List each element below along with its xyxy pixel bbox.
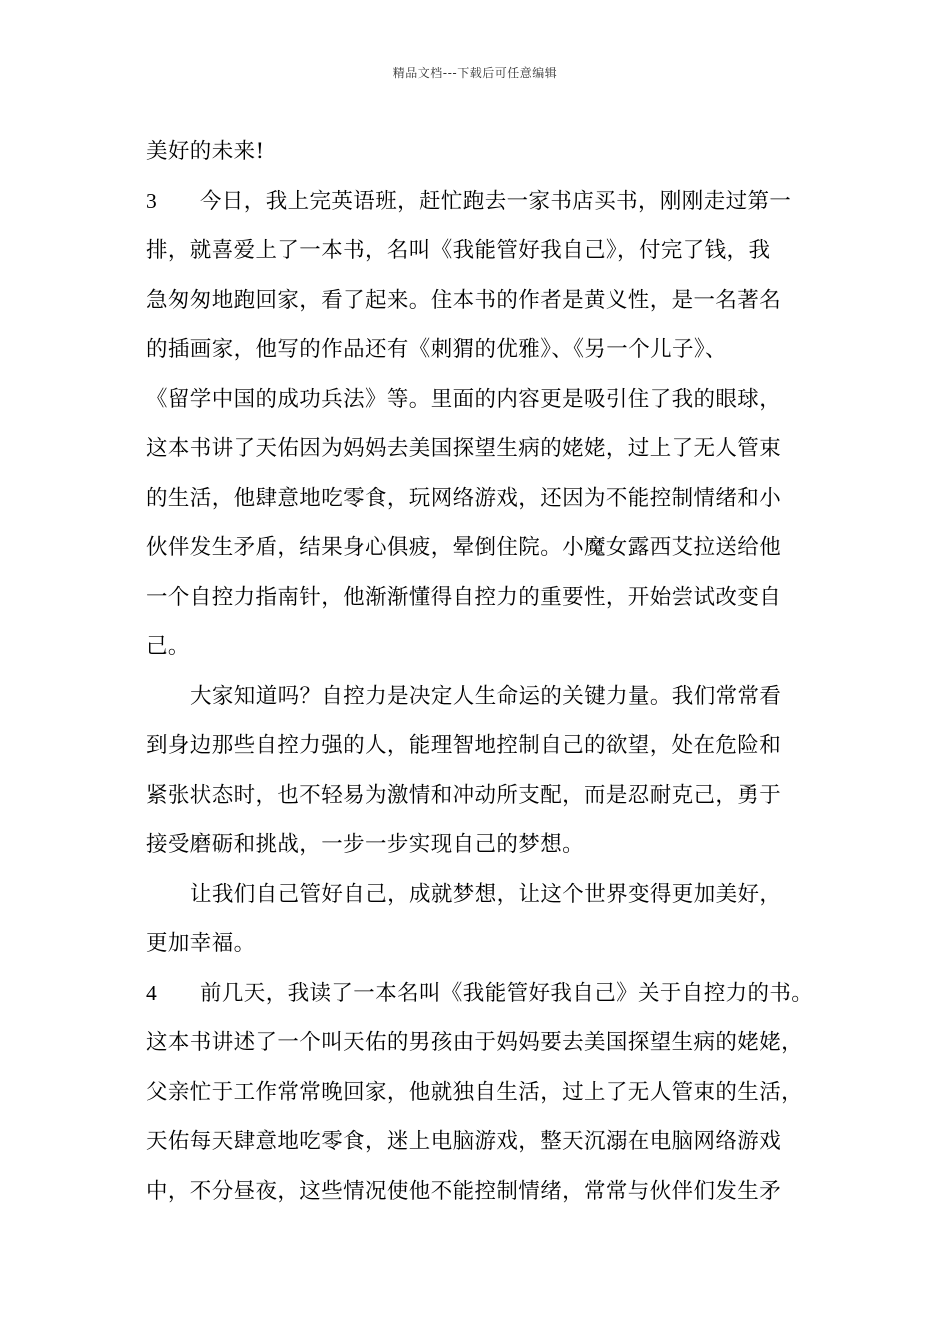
line-text: 天佑每天肆意地吃零食，迷上电脑游戏，整天沉溺在电脑网络游戏 — [146, 1129, 782, 1154]
line-text: 这本书讲了天佑因为妈妈去美国探望生病的姥姥，过上了无人管束 — [146, 436, 782, 461]
text-line — [146, 177, 826, 227]
line-text: 的插画家，他写的作品还有《刺猬的优雅》、《另一个儿子》、 — [146, 337, 727, 362]
line-text: 《留学中国的成功兵法》等。里面的内容更是吸引住了我的眼球， — [146, 386, 782, 412]
text-line — [146, 1117, 826, 1167]
line-text: 美好的未来! — [146, 139, 265, 164]
section-number: 4 — [146, 980, 158, 1005]
line-text: 这本书讲述了一个叫天佑的男孩由于妈妈要去美国探望生病的姥姥， — [146, 1030, 804, 1055]
text-line — [146, 771, 826, 821]
line-text: 更加幸福。 — [146, 931, 256, 956]
text-line — [146, 127, 826, 177]
line-text: 紧张状态时，也不轻易为激情和冲动所支配，而是忍耐克己，勇于 — [146, 782, 782, 808]
text-line — [146, 969, 826, 1019]
text-line — [146, 1068, 826, 1118]
text-line — [146, 721, 826, 771]
line-text: 到身边那些自控力强的人，能理智地控制自己的欲望，处在危险和 — [146, 733, 782, 758]
section-number: 3 — [146, 188, 158, 213]
line-text: 今日，我上完英语班，赶忙跑去一家书店买书，刚刚走过第一 — [200, 188, 792, 214]
text-line — [146, 474, 826, 524]
text-line — [146, 573, 826, 623]
text-line — [146, 622, 826, 672]
text-line-indented — [146, 870, 826, 920]
text-line — [146, 375, 826, 425]
line-text: 己。 — [146, 634, 190, 659]
line-text: 的生活，他肆意地吃零食，玩网络游戏，还因为不能控制情绪和小 — [146, 485, 782, 511]
text-line — [146, 523, 826, 573]
line-text: 父亲忙于工作常常晚回家，他就独自生活，过上了无人管束的生活， — [146, 1079, 804, 1105]
text-line — [146, 276, 826, 326]
page-header: 精品文档---下载后可任意编辑 — [392, 66, 558, 80]
text-line — [146, 1018, 826, 1068]
line-text: 一个自控力指南针，他渐渐懂得自控力的重要性，开始尝试改变自 — [146, 584, 782, 610]
line-text: 伙伴发生矛盾，结果身心俱疲，晕倒住院。小魔女露西艾拉送给他 — [146, 535, 782, 560]
line-text: 前几天，我读了一本名叫《我能管好我自己》关于自控力的书。 — [200, 980, 814, 1006]
text-line — [146, 325, 826, 375]
text-line — [146, 226, 826, 276]
text-line — [146, 919, 826, 969]
line-text: 排，就喜爱上了一本书，名叫《我能管好我自己》，付完了钱，我 — [146, 238, 771, 263]
text-line — [146, 424, 826, 474]
document-body — [146, 127, 826, 1216]
text-line — [146, 820, 826, 870]
text-line — [146, 1167, 826, 1217]
line-text: 大家知道吗？自控力是决定人生命运的关键力量。我们常常看 — [190, 683, 782, 709]
text-line-indented — [146, 672, 826, 722]
line-text: 急匆匆地跑回家，看了起来。住本书的作者是黄义性，是一名著名 — [146, 287, 782, 313]
line-text: 让我们自己管好自己，成就梦想，让这个世界变得更加美好， — [190, 881, 782, 907]
line-text: 接受磨砺和挑战，一步一步实现自己的梦想。 — [146, 832, 585, 857]
line-text: 中，不分昼夜，这些情况使他不能控制情绪，常常与伙伴们发生矛 — [146, 1178, 782, 1204]
